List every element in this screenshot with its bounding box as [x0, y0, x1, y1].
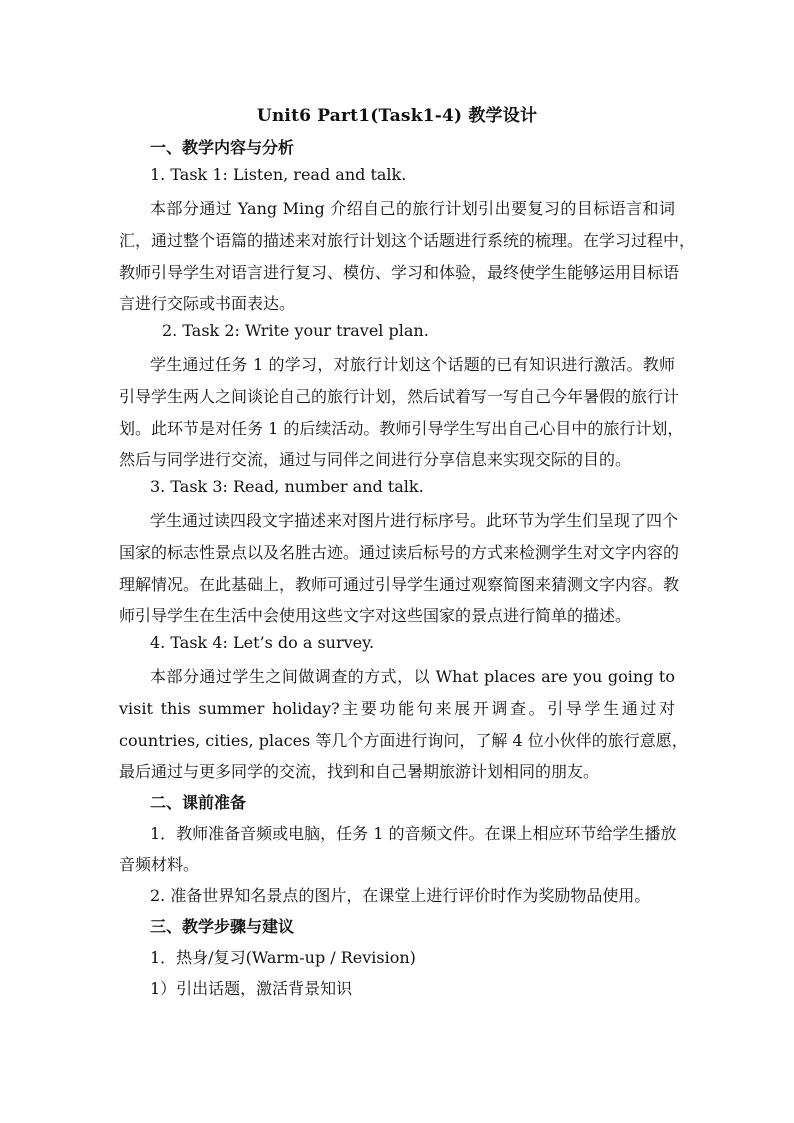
task1-label: 1. Task 1: Listen, read and talk.	[150, 165, 407, 184]
section-heading-content-analysis: 一、教学内容与分析	[150, 138, 295, 157]
task4-label: 4. Task 4: Let’s do a survey.	[150, 633, 375, 652]
task4-paragraph-line: 最后通过与更多同学的交流，找到和自己暑期旅游计划相同的朋友。	[119, 762, 600, 781]
prep-item2: 2. 准备世界知名景点的图片，在课堂上进行评价时作为奖励物品使用。	[150, 886, 651, 905]
task1-paragraph-line: 本部分通过 Yang Ming 介绍自己的旅行计划引出要复习的目标语言和词	[150, 199, 675, 218]
task2-paragraph-line: 学生通过任务 1 的学习，对旅行计划这个话题的已有知识进行激活。教师	[150, 355, 675, 374]
prep-item1-line: 音频材料。	[119, 855, 200, 874]
steps-item1: 1．热身/复习(Warm-up / Revision)	[150, 948, 416, 967]
section-heading-teaching-steps: 三、教学步骤与建议	[150, 917, 295, 936]
task4-paragraph-line: 本部分通过学生之间做调查的方式，以 What places are you going to	[150, 667, 675, 686]
task1-paragraph-line: 言进行交际或书面表达。	[119, 294, 296, 313]
task2-label: 2. Task 2: Write your travel plan.	[162, 321, 429, 340]
task4-paragraph-line: countries, cities, places 等几个方面进行询问，了解 4 位小伙伴的旅行意愿，	[119, 731, 688, 750]
task2-paragraph-line: 然后与同学进行交流，通过与同伴之间进行分享信息来实现交际的目的。	[119, 450, 632, 469]
task2-paragraph-line: 划。此环节是对任务 1 的后续活动。教师引导学生写出自己心目中的旅行计划，	[119, 419, 684, 438]
document-title: Unit6 Part1(Task1-4) 教学设计	[256, 106, 538, 126]
task4-paragraph-line: visit this summer holiday?主要功能句来展开调查。引导学生通过对	[119, 699, 675, 718]
task3-paragraph-line: 理解情况。在此基础上，教师可通过引导学生通过观察简图来猜测文字内容。教	[119, 575, 680, 594]
section-heading-preparation: 二、课前准备	[150, 793, 247, 812]
prep-item1-line: 1．教师准备音频或电脑，任务 1 的音频文件。在课上相应环节给学生播放	[150, 824, 677, 843]
task3-label: 3. Task 3: Read, number and talk.	[150, 477, 424, 496]
task1-paragraph-line: 汇，通过整个语篇的描述来对旅行计划这个话题进行系统的梳理。在学习过程中，	[119, 231, 696, 250]
task3-paragraph-line: 师引导学生在生活中会使用这些文字对这些国家的景点进行简单的描述。	[119, 606, 632, 625]
task3-paragraph-line: 国家的标志性景点以及名胜古迹。通过读后标号的方式来检测学生对文字内容的	[119, 543, 680, 562]
task3-paragraph-line: 学生通过读四段文字描述来对图片进行标序号。此环节为学生们呈现了四个	[150, 511, 679, 530]
steps-sub1: 1）引出话题，激活背景知识	[150, 979, 353, 998]
task1-paragraph-line: 教师引导学生对语言进行复习、模仿、学习和体验，最终使学生能够运用目标语	[119, 263, 680, 282]
task2-paragraph-line: 引导学生两人之间谈论自己的旅行计划，然后试着写一写自己今年暑假的旅行计	[119, 387, 680, 406]
